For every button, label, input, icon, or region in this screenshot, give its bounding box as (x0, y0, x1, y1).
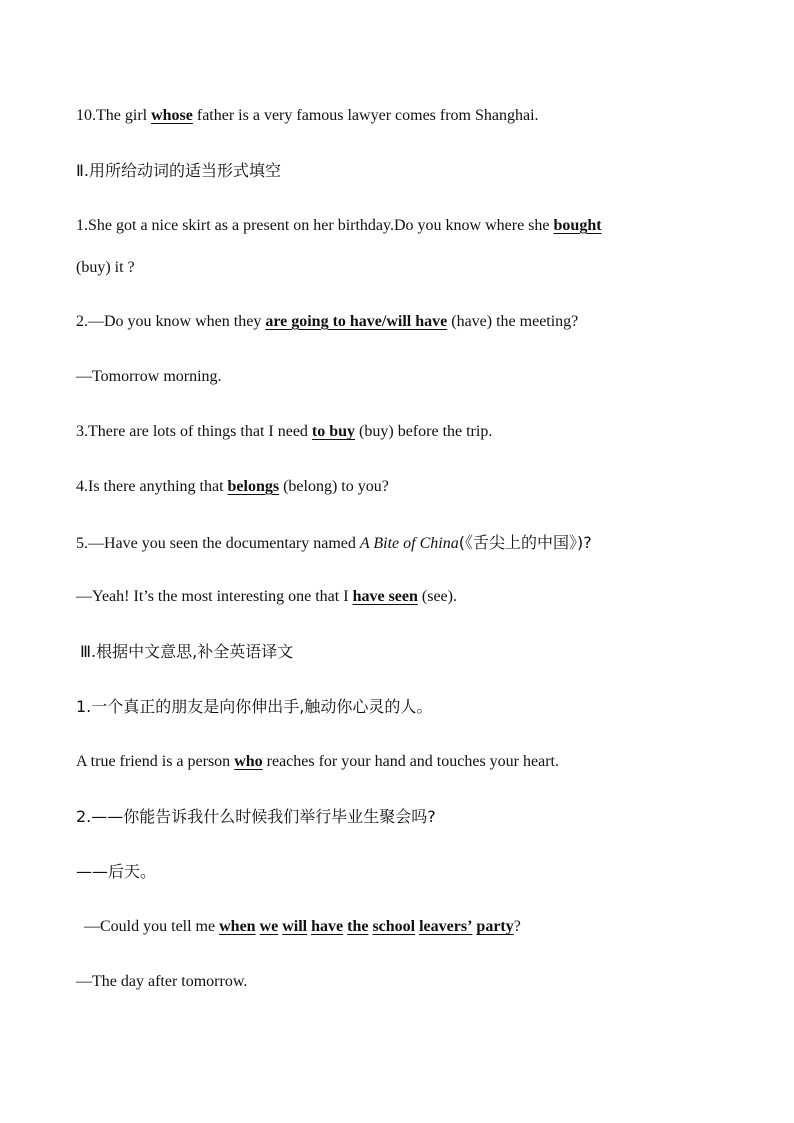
answer-blank: school (372, 918, 416, 935)
question-text: (buy) before the trip. (355, 423, 493, 440)
section-2-question-2 (76, 312, 736, 332)
answer-blank: are going to have/will have (265, 313, 448, 330)
question-text: (have) the meeting? (447, 313, 579, 330)
question-text: ? (513, 918, 521, 935)
question-text: —Yeah! It’s the most interesting one that I (76, 588, 353, 605)
answer-blank: to buy (311, 423, 356, 440)
answer-blank: we (259, 918, 279, 935)
answer-blank: have (311, 918, 344, 935)
question-text: (see). (417, 588, 457, 605)
section-2-heading: Ⅱ.用所给动词的适当形式填空 (76, 161, 281, 180)
answer-blank: will (282, 918, 308, 935)
section-3-question-2-english-reply: —The day after tomorrow. (76, 973, 248, 990)
answer-blank: party (476, 918, 514, 935)
answer-blank: bought (553, 217, 602, 234)
question-text: 10.The girl (76, 107, 152, 124)
section-3-question-2-chinese-reply: ——后天。 (76, 862, 157, 881)
section-3-heading: Ⅲ.根据中文意思,补全英语译文 (80, 642, 294, 661)
answer-blank: when (219, 918, 256, 935)
section-2-question-3 (76, 422, 736, 442)
section-2-question-5 (76, 533, 736, 554)
section-2-question-2-reply: —Tomorrow morning. (76, 368, 222, 385)
question-text: 4.Is there anything that (76, 478, 228, 495)
question-text: 3.There are lots of things that I need (76, 423, 312, 440)
answer-blank: who (234, 753, 263, 770)
question-text: (belong) to you? (279, 478, 389, 495)
answer-blank: have seen (352, 588, 418, 605)
section-3-question-2-english (84, 917, 744, 937)
question-text: (《舌尖上的中国》)? (458, 533, 592, 552)
question-text: —Could you tell me (84, 918, 220, 935)
question-10 (76, 106, 736, 126)
question-text: 2.—Do you know when they (76, 313, 266, 330)
question-text: 1.She got a nice skirt as a present on her birthday.Do you know where she (76, 217, 554, 234)
documentary-title: A Bite of China (359, 535, 459, 552)
answer-blank: belongs (227, 478, 280, 495)
section-3-question-1-english (76, 752, 736, 772)
section-3-question-2-chinese: 2.——你能告诉我什么时候我们举行毕业生聚会吗? (76, 807, 436, 826)
section-3-question-1-chinese: 1.一个真正的朋友是向你伸出手,触动你心灵的人。 (76, 697, 433, 716)
question-text: A true friend is a person (76, 753, 235, 770)
section-2-question-5-reply (76, 587, 736, 607)
answer-blank: whose (151, 107, 193, 124)
answer-blank: the (347, 918, 369, 935)
section-2-question-1-continued: (buy) it ? (76, 259, 135, 276)
question-text: 5.—Have you seen the documentary named (76, 535, 360, 552)
question-text: reaches for your hand and touches your heart. (262, 753, 559, 770)
question-text: father is a very famous lawyer comes from Shanghai. (192, 107, 539, 124)
section-2-question-1 (76, 216, 736, 236)
section-2-question-4 (76, 477, 736, 497)
answer-blank: leavers’ (419, 918, 473, 935)
